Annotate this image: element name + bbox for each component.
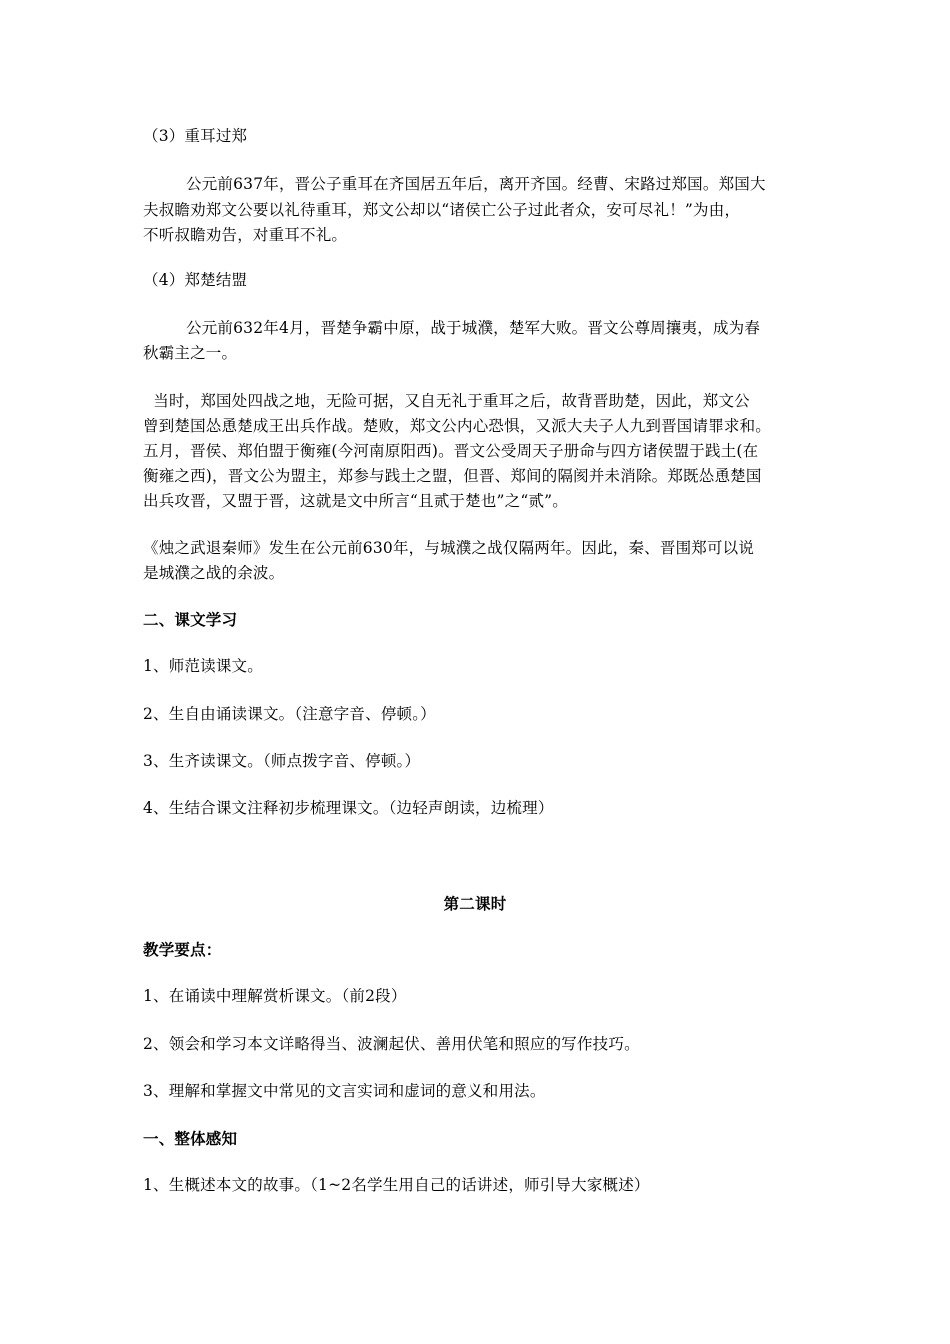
paragraph-line: 衡雍之西)，晋文公为盟主，郑参与践土之盟，但晋、郑间的隔阂并未消除。郑既怂恿楚国	[143, 467, 762, 485]
paragraph-line: 当时，郑国处四战之地，无险可据，又自无礼于重耳之后，故背晋助楚，因此，郑文公	[143, 392, 750, 410]
list-item: 2、领会和学习本文详略得当、波澜起伏、善用伏笔和照应的写作技巧。	[143, 1035, 640, 1053]
list-item: 1、在诵读中理解赏析课文。（前2段）	[143, 987, 407, 1005]
paragraph-line: 五月，晋侯、郑伯盟于衡雍(今河南原阳西)。晋文公受周天子册命与四方诸侯盟于践土(在	[143, 442, 759, 460]
teaching-points-heading: 教学要点：	[143, 940, 222, 959]
paragraph-line: 是城濮之战的余波。	[143, 564, 285, 582]
paragraph-line: 出兵攻晋，又盟于晋，这就是文中所言“且贰于楚也”之“贰”。	[143, 492, 568, 510]
section-heading-zhengchu: （4）郑楚结盟	[143, 271, 248, 289]
list-item: 1、师范读课文。	[143, 657, 263, 675]
paragraph-line: 不听叔瞻劝告，对重耳不礼。	[143, 226, 348, 244]
paragraph-line: 公元前637年，晋公子重耳在齐国居五年后，离开齐国。经曹、宋路过郑国。郑国大	[186, 175, 766, 193]
paragraph-line: 公元前632年4月，晋楚争霸中原，战于城濮，楚军大败。晋文公尊周攘夷，成为春	[186, 319, 761, 337]
section-heading-kewen: 二、课文学习	[143, 610, 238, 629]
list-item: 2、生自由诵读课文。（注意字音、停顿。）	[143, 705, 436, 723]
list-item: 1、生概述本文的故事。（1~2名学生用自己的话讲述，师引导大家概述）	[143, 1176, 650, 1194]
paragraph-line: 秋霸主之一。	[143, 344, 238, 362]
section-heading-zhengti: 一、整体感知	[143, 1129, 238, 1148]
list-item: 3、生齐读课文。（师点拨字音、停顿。）	[143, 752, 421, 770]
lesson-title: 第二课时	[443, 894, 507, 913]
list-item: 3、理解和掌握文中常见的文言实词和虚词的意义和用法。	[143, 1082, 546, 1100]
paragraph-line: 曾到楚国怂恿楚成王出兵作战。楚败，郑文公内心恐惧，又派大夫子人九到晋国请罪求和。	[143, 417, 772, 435]
section-heading-chonger: （3）重耳过郑	[143, 127, 248, 145]
paragraph-line: 夫叔瞻劝郑文公要以礼待重耳，郑文公却以“诸侯亡公子过此者众，安可尽礼！”为由，	[143, 201, 741, 219]
paragraph-line: 《烛之武退秦师》发生在公元前630年，与城濮之战仅隔两年。因此，秦、晋围郑可以说	[143, 539, 755, 557]
list-item: 4、生结合课文注释初步梳理课文。（边轻声朗读，边梳理）	[143, 799, 554, 817]
